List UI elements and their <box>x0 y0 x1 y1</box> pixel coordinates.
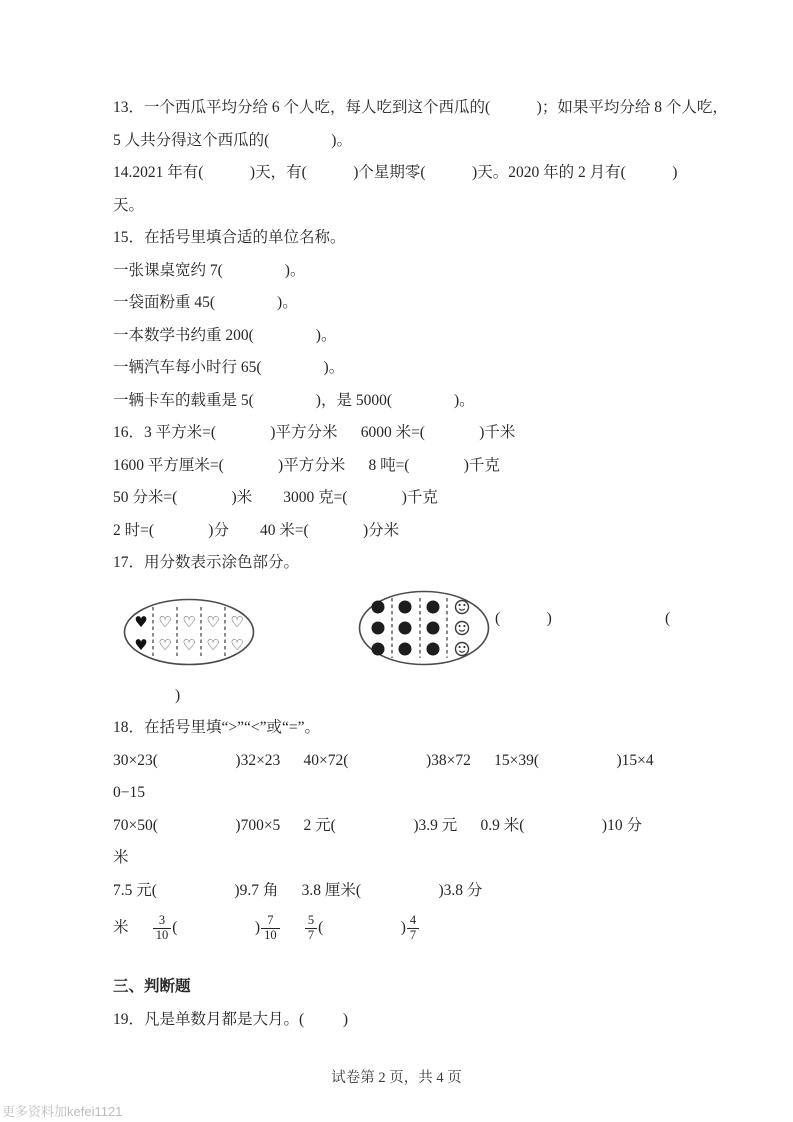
question-15-item-desk: 一张课桌宽约 7( )。 <box>113 261 306 279</box>
question-13-line-1: 13．一个西瓜平均分给 6 个人吃，每人吃到这个西瓜的( )；如果平均分给 8 个人吃， <box>113 99 728 116</box>
question-19: 19．凡是单数月都是大月。( ) <box>113 1010 349 1028</box>
question-18-row-1: 30×23( )32×23 40×72( )38×72 15×39( )15×4 <box>113 751 654 769</box>
question-17-title: 17．用分数表示涂色部分。 <box>113 554 300 571</box>
spacer <box>281 907 304 949</box>
answer-paren-gap: ( ) <box>172 919 261 936</box>
question-15-item-car: 一辆汽车每小时行 65( )。 <box>113 359 345 376</box>
question-15-item-flour: 一袋面粉重 45( )。 <box>113 294 298 311</box>
heart-filled-icon: ♥ <box>134 612 148 631</box>
question-18-row-3: 7.5 元( )9.7 角 3.8 厘米( )3.8 分 <box>113 881 483 899</box>
heart-outline-icon: ♡ <box>206 612 220 631</box>
fraction-7-10: $\frac{7}{10}$ <box>261 914 280 943</box>
oval-outline <box>125 599 254 664</box>
question-16-line-1: 16．3 平方米=( )平方分米 6000 米=( )千米 <box>113 424 516 441</box>
watermark-text: 更多资料加kefei1121 <box>2 1104 123 1119</box>
heart-filled-icon: ♥ <box>134 635 148 654</box>
heart-outline-icon: ♡ <box>158 635 172 654</box>
question-16-line-4: 2 时=( )分 40 米=( )分米 <box>113 521 400 539</box>
heart-outline-icon: ♡ <box>158 612 172 631</box>
question-18-row-1-wrap: 0−15 <box>113 784 145 801</box>
dot-filled-icons <box>372 600 440 655</box>
question-18-title: 18．在括号里填“>”“<”或“=”。 <box>113 719 321 736</box>
question-14-line-2: 天。 <box>113 196 145 214</box>
smiley-icon <box>456 642 469 655</box>
question-18-row-2-wrap: 米 <box>113 849 129 866</box>
heart-outline-icon: ♡ <box>230 612 244 631</box>
page-footer: 试卷第 2 页，共 4 页 <box>331 1070 462 1086</box>
question-16-line-2: 1600 平方厘米=( )平方分米 8 吨=( )千克 <box>113 456 500 474</box>
question-16-line-3: 50 分米=( )米 3000 克=( )千克 <box>113 489 438 506</box>
answer-paren-gap: ( ) <box>318 919 406 936</box>
fraction-4-7: $\frac{4}{7}$ <box>407 914 419 943</box>
heart-outline-icon: ♡ <box>182 612 196 631</box>
question-15-item-book: 一本数学书约重 200( )。 <box>113 326 337 344</box>
dots-oval-figure <box>358 590 491 666</box>
heart-outline-icon: ♡ <box>206 635 220 654</box>
q17-answer-parens: ( ) <box>495 609 552 627</box>
smiley-icon <box>456 600 469 613</box>
paper-content <box>113 92 728 1036</box>
question-18-row-2: 70×50( )700×5 2 元( )3.9 元 0.9 米( )10 分 <box>113 816 642 834</box>
wrapped-unit-label: 米 <box>113 919 129 936</box>
heart-outline-icon: ♡ <box>182 635 196 654</box>
question-15-item-truck: 一辆卡车的载重是 5( )，是 5000( )。 <box>113 391 475 409</box>
q17-answer-paren-open: ( <box>665 609 671 627</box>
section-3-header: 三、判断题 <box>113 978 191 995</box>
hearts-oval-figure <box>123 598 256 666</box>
q17-answer-paren-close: ) <box>175 686 181 704</box>
question-18-fraction-row <box>113 907 713 949</box>
fraction-5-7: $\frac{5}{7}$ <box>305 914 317 943</box>
smiley-icons <box>456 600 469 655</box>
smiley-icon <box>456 621 469 634</box>
question-14-line-1: 14.2021 年有( )天，有( )个星期零( )天。2020 年的 2 月有( ) <box>113 164 678 181</box>
question-13-line-2: 5 人共分得这个西瓜的( )。 <box>113 131 352 149</box>
heart-outline-icon: ♡ <box>230 635 244 654</box>
spacer <box>129 907 152 949</box>
question-15-title: 15．在括号里填合适的单位名称。 <box>113 229 346 246</box>
fraction-3-10: $\frac{3}{10}$ <box>153 914 172 943</box>
question-17-figure <box>113 588 713 680</box>
